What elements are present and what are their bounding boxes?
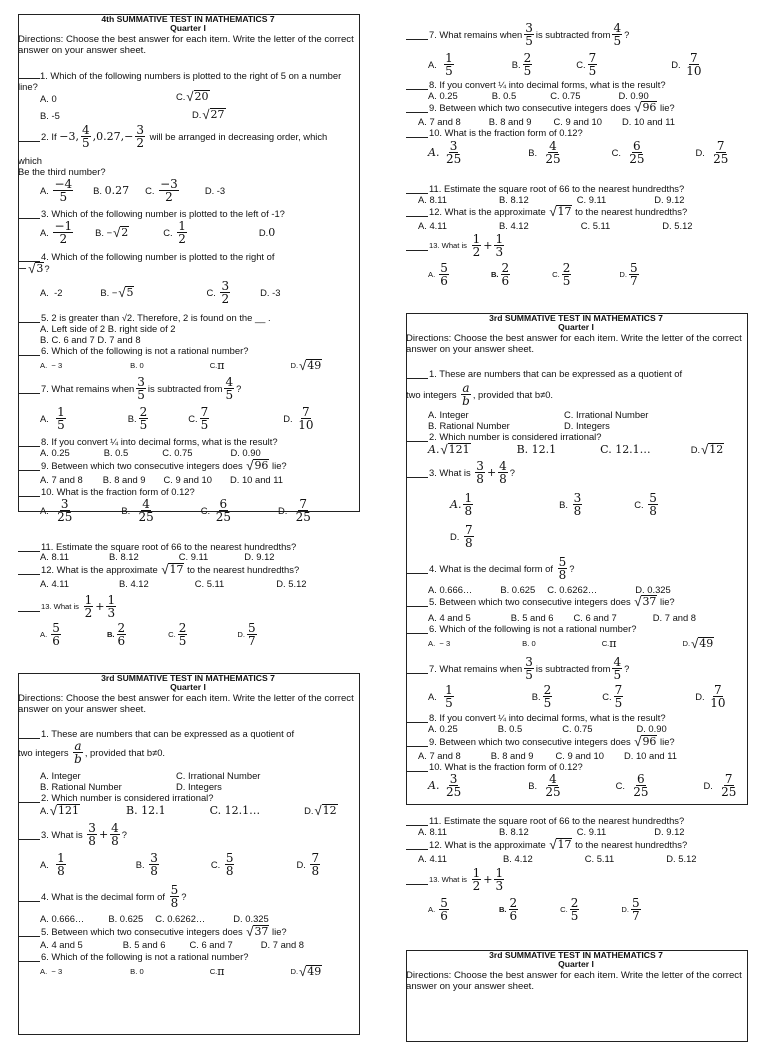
directions: Directions: Choose the best answer for each item. Write the letter of the correct answer on your answer sheet.: [18, 34, 354, 56]
q1-option-b: B. -5: [40, 110, 60, 121]
s1-opt-c: C. Irrational Number: [176, 770, 261, 781]
question-1-text: 1. Which of the following numbers is plotted to the right of 5 on a number line?: [18, 70, 342, 92]
r-question-12: 12. What is the approximate √ 17 to the nearest hundredths?: [406, 205, 687, 218]
r-s-question-1: 1. These are numbers that can be expressed as a quotient of: [406, 368, 682, 379]
r-test-quarter: Quarter I: [558, 322, 594, 332]
r-question-8b: 8. If you convert ¼ into decimal forms, what is the result?: [406, 712, 666, 723]
r-s-question-4: 4. What is the decimal form of $\frac{5}{8}$ ?: [406, 556, 574, 581]
r-s1-opt-b: B. Rational Number: [428, 420, 510, 431]
r-s-question-3: 3. What is $\frac{3}{8}$ + $\frac{4}{8}$ ?: [406, 460, 515, 485]
r-question-9b: 9. Between which two consecutive integers does √ 96 lie?: [406, 735, 675, 748]
r-test-title: 3rd SUMMATIVE TEST IN MATHEMATICS 7: [489, 313, 663, 323]
r-question-9: 9. Between which two consecutive integers does √ 96 lie?: [406, 101, 675, 114]
s1-opt-b: B. Rational Number: [40, 781, 122, 792]
r-q7b-options: A. $\frac{1}{5}$ B. $\frac{2}{5}$ C. $\frac{7}{5}$ D. $\frac{7}{10}$: [428, 683, 726, 710]
q4-options: A. -2 B. − √ 5 C. $\frac{3}{2}$ D. -3: [40, 279, 281, 306]
q11-options: A. 8.11 B. 8.12 C. 9.11 D. 9.12: [40, 551, 275, 562]
s-question-1: 1. These are numbers that can be expressed as a quotient of: [18, 728, 294, 739]
test-quarter-2: Quarter I: [170, 682, 206, 692]
test-quarter: Quarter I: [170, 23, 206, 33]
question-7: 7. What remains when $\frac{3}{5}$ is subtracted from $\frac{4}{5}$ ?: [18, 376, 241, 401]
test-title-2: 3rd SUMMATIVE TEST IN MATHEMATICS 7: [101, 673, 275, 683]
q9-options: A. 7 and 8 B. 8 and 9 C. 9 and 10 D. 10 and 11: [40, 474, 283, 485]
test-title: 4th SUMMATIVE TEST IN MATHEMATICS 7: [101, 14, 275, 24]
r-s6-options: A. − 3 B. 0 C. π D. √ 49: [428, 636, 714, 651]
r-s1-opt-c: C. Irrational Number: [564, 409, 649, 420]
r-s-question-5: 5. Between which two consecutive integers does √ 37 lie?: [406, 595, 675, 608]
r-s-question-2: 2. Which number is considered irrational?: [406, 431, 601, 442]
r-s5-options: A. 4 and 5 B. 5 and 6 C. 6 and 7 D. 7 and 8: [428, 612, 697, 623]
q8-options: A. 0.25 B. 0.5 C. 0.75 D. 0.90: [40, 447, 261, 458]
r-s1-opt-d: D. Integers: [564, 420, 610, 431]
r-q13-options: A. $\frac{5}{6}$ B. $\frac{2}{6}$ C. $\frac{2}{5}$ D. $\frac{5}{7}$: [428, 261, 638, 288]
r-q11-options: A. 8.11 B. 8.12 C. 9.11 D. 9.12: [418, 194, 685, 205]
r-question-10b: 10. What is the fraction form of 0.12?: [406, 761, 583, 772]
r-s1-opt-a: A. Integer: [428, 409, 469, 420]
q2-options: A. $\frac{-4}{5}$ B. 0.27 C. $\frac{-3}{2}$ D. -3: [40, 177, 226, 204]
r-question-11: 11. Estimate the square root of 66 to the nearest hundredths?: [406, 183, 684, 194]
r-q8-options: A. 0.25 B. 0.5 C. 0.75 D. 0.90: [428, 90, 649, 101]
r-question-13b: 13. What is $\frac{1}{2}$ + $\frac{1}{3}$: [406, 867, 506, 892]
r-directions-2: Directions: Choose the best answer for each item. Write the letter of the correct answer on your answer sheet.: [406, 970, 742, 992]
q13-options: A. $\frac{5}{6}$ B. $\frac{2}{6}$ C. $\frac{2}{5}$ D. $\frac{5}{7}$: [40, 621, 256, 648]
s1-opt-d: D. Integers: [176, 781, 222, 792]
question-4: 4. Which of the following number is plotted to the right of: [18, 251, 274, 262]
r-q13b-options: A. $\frac{5}{6}$ B. $\frac{2}{6}$ C. $\frac{2}{5}$ D. $\frac{5}{7}$: [428, 896, 640, 923]
r-directions: Directions: Choose the best answer for each item. Write the letter of the correct answer on your answer sheet.: [406, 333, 742, 355]
s4-options: A. 0.666… B. 0.625 C. 0.6262… D. 0.325: [40, 913, 269, 924]
question-10: 10. What is the fraction form of 0.12?: [18, 486, 195, 497]
question-13: 13. What is $\frac{1}{2}$ + $\frac{1}{3}$: [18, 594, 118, 619]
r-q12-options: A. 4.11 B. 4.12 C. 5.11 D. 5.12: [418, 220, 693, 231]
s-question-4: 4. What is the decimal form of $\frac{5}{8}$ ?: [18, 884, 186, 909]
r-question-11b: 11. Estimate the square root of 66 to the nearest hundredths?: [406, 815, 684, 826]
s3-options: A. $\frac{1}{8}$ B. $\frac{3}{8}$ C. $\frac{5}{8}$ D. $\frac{7}{8}$: [40, 851, 320, 878]
r-question-7: 7. What remains when $\frac{3}{5}$ is subtracted from $\frac{4}{5}$ ?: [406, 22, 629, 47]
question-2-line2: Be the third number?: [18, 166, 106, 177]
r-question-13: 13. What is $\frac{1}{2}$ + $\frac{1}{3}$: [406, 233, 506, 258]
q1-option-a: A. 0: [40, 93, 57, 104]
r-question-7b: 7. What remains when $\frac{3}{5}$ is subtracted from $\frac{4}{5}$ ?: [406, 656, 629, 681]
r-s2-options: A. √ 121 B. 12.1 C. 12.1… D. √ 12: [428, 442, 724, 457]
question-12: 12. What is the approximate √ 17 to the nearest hundredths?: [18, 563, 299, 576]
s-question-2: 2. Which number is considered irrational?: [18, 792, 213, 803]
s-question-1-cont: two integers $\frac{a}{b}$ , provided that b≠0.: [18, 739, 166, 766]
r-s3-option-d: D. $\frac{7}{8}$: [450, 523, 473, 550]
q1-option-c: C. √ 20: [176, 89, 209, 104]
r-test-title-2: 3rd SUMMATIVE TEST IN MATHEMATICS 7: [489, 950, 663, 960]
r-q8b-options: A. 0.25 B. 0.5 C. 0.75 D. 0.90: [428, 723, 667, 734]
r-s-question-1-cont: two integers $\frac{a}{b}$ , provided that b≠0.: [406, 381, 554, 408]
question-11: 11. Estimate the square root of 66 to the nearest hundredths?: [18, 541, 296, 552]
s5-options: A. 4 and 5 B. 5 and 6 C. 6 and 7 D. 7 and 8: [40, 939, 305, 950]
s2-options: A. √ 121 B. 12.1 C. 12.1… D. √ 12: [40, 803, 337, 818]
r-s4-options: A. 0.666… B. 0.625 C. 0.6262… D. 0.325: [428, 584, 671, 595]
s-question-5: 5. Between which two consecutive integers does √ 37 lie?: [18, 925, 287, 938]
r-s-question-6: 6. Which of the following is not a rational number?: [406, 623, 636, 634]
r-question-8: 8. If you convert ¼ into decimal forms, what is the result?: [406, 79, 666, 90]
r-q12b-options: A. 4.11 B. 4.12 C. 5.11 D. 5.12: [418, 853, 697, 864]
question-9: 9. Between which two consecutive integers does √ 96 lie?: [18, 459, 287, 472]
q10-options: A. $\frac{3}{25}$ B. $\frac{4}{25}$ C. $\frac{6}{25}$ D. $\frac{7}{25}$: [40, 497, 311, 524]
question-6: 6. Which of the following is not a rational number?: [18, 345, 248, 356]
q5-option-line2: B. C. 6 and 7 D. 7 and 8: [40, 334, 141, 345]
r-q10b-options: A. $\frac{3}{25}$ B. $\frac{4}{25}$ C. $\frac{6}{25}$ D. $\frac{7}{25}$: [428, 772, 737, 799]
question-4-cont: − √ 3 ?: [18, 261, 50, 276]
r-q10-options: A. $\frac{3}{25}$ B. $\frac{4}{25}$ C. $\frac{6}{25}$ D. $\frac{7}{25}$: [428, 139, 729, 166]
question-3: 3. Which of the following number is plotted to the left of -1?: [18, 208, 285, 219]
question-2: 2. If −3, $\frac{4}{5}$ ,0.27,− $\frac{3}{2}$ will be arranged in decreasing order, which: [18, 124, 327, 149]
r-q7-options: A. $\frac{1}{5}$ B. $\frac{2}{5}$ C. $\frac{7}{5}$ D. $\frac{7}{10}$: [428, 51, 702, 78]
q6-options: A. − 3 B. 0 C. π D. √ 49: [40, 358, 322, 373]
r-question-10: 10. What is the fraction form of 0.12?: [406, 127, 583, 138]
q5-option-line1: A. Left side of 2 B. right side of 2: [40, 323, 176, 334]
s6-options: A. − 3 B. 0 C. π D. √ 49: [40, 964, 322, 979]
r-q11b-options: A. 8.11 B. 8.12 C. 9.11 D. 9.12: [418, 826, 685, 837]
r-q9-options: A. 7 and 8 B. 8 and 9 C. 9 and 10 D. 10 and 11: [418, 116, 675, 127]
r-question-12b: 12. What is the approximate √ 17 to the nearest hundredths?: [406, 838, 687, 851]
q1-option-d: D. √ 27: [192, 107, 225, 122]
question-2-which: which: [18, 155, 42, 166]
q3-options: A. $\frac{-1}{2}$ B. − √ 2 C. $\frac{1}{2}$ D. 0: [40, 219, 276, 246]
directions-2: Directions: Choose the best answer for each item. Write the letter of the correct answer on your answer sheet.: [18, 693, 354, 715]
question-5: 5. 2 is greater than √2. Therefore, 2 is found on the __ .: [18, 312, 271, 323]
q12-options: A. 4.11 B. 4.12 C. 5.11 D. 5.12: [40, 578, 307, 589]
s-question-3: 3. What is $\frac{3}{8}$ + $\frac{4}{8}$ ?: [18, 822, 127, 847]
q7-options: A. $\frac{1}{5}$ B. $\frac{2}{5}$ C. $\frac{7}{5}$ D. $\frac{7}{10}$: [40, 405, 314, 432]
s-question-6: 6. Which of the following is not a rational number?: [18, 951, 248, 962]
s1-opt-a: A. Integer: [40, 770, 81, 781]
r-s3-options: A. $\frac{1}{8}$ B. $\frac{3}{8}$ C. $\frac{5}{8}$: [450, 491, 657, 518]
r-q9b-options: A. 7 and 8 B. 8 and 9 C. 9 and 10 D. 10 and 11: [418, 750, 677, 761]
question-8: 8. If you convert ¼ into decimal forms, what is the result?: [18, 436, 278, 447]
r-test-quarter-2: Quarter I: [558, 959, 594, 969]
